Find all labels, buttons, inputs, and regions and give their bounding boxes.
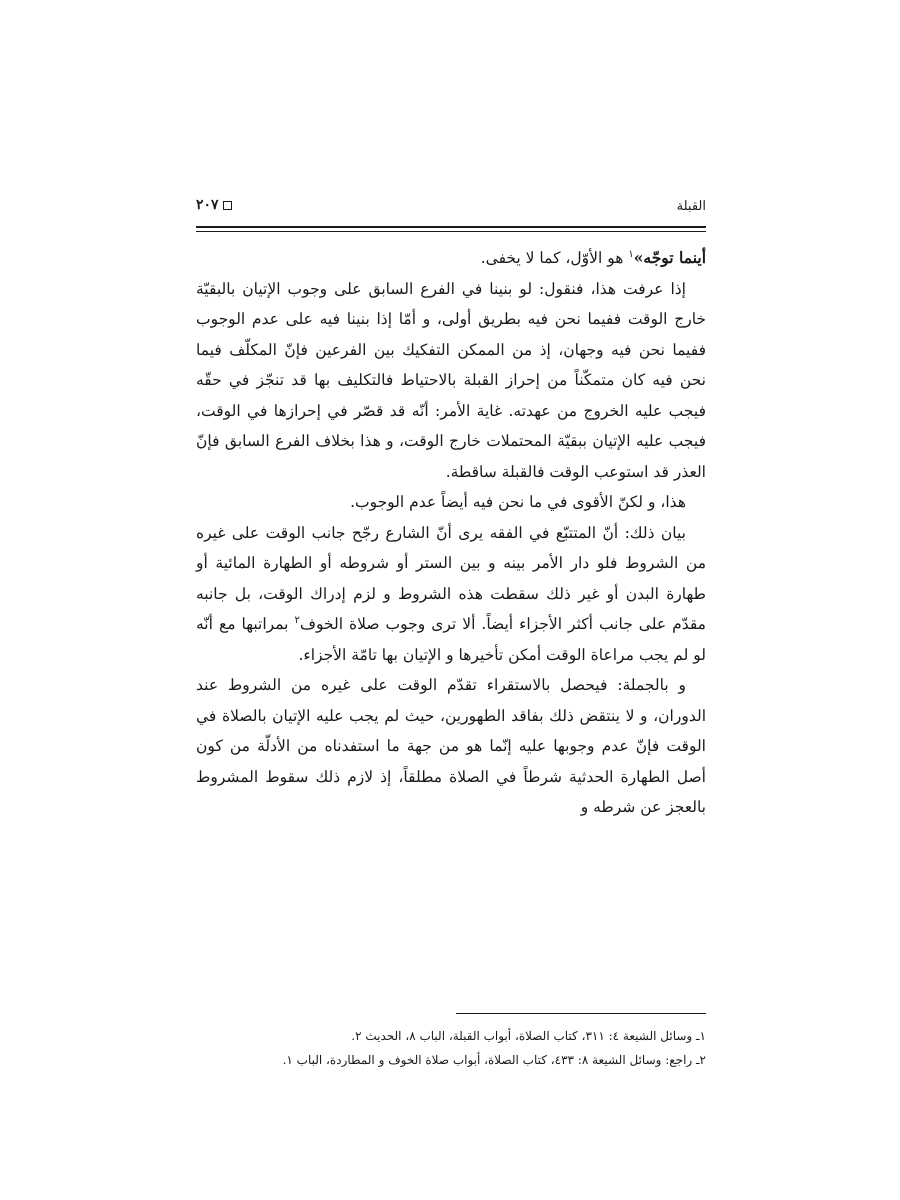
quote-end-bold: أينما توجّه»: [633, 248, 706, 267]
footnote-ref-1: ١: [628, 248, 634, 260]
header-rule-thick: [196, 226, 706, 228]
paragraph-4-b: بمراتبها مع أنّه لو لم يجب مراعاة الوقت أمكن تأخيرها و الإتيان بها تامّة الأجزاء.: [196, 615, 706, 664]
paragraph-2: إذا عرفت هذا، فنقول: لو بنينا في الفرع السابق على وجوب الإتيان بالبقيّة خارج الوقت ففيما نحن فيه بطريق أولى، و أمّا إذا بنينا فيه على عدم الوجوب ففيما نحن فيه وجهان، إذ من الممكن التفكيك بين الفرعين فإنّ المكلّف فيما نحن فيه كان متمكّناً من إحراز القبلة بالاحتياط فالتكليف بها قد تنجّز في حقّه فيجب عليه الخروج من عهدته. غاية الأمر: أنّه قد قصّر في إحرازها في الوقت، فيجب عليه الإتيان ببقيّة المحتملات خارج الوقت، و هذا بخلاف الفرع السابق فإنّ العذر قد استوعب الوقت فالقبلة ساقطة.: [196, 279, 706, 481]
paragraph-4: [196, 518, 706, 671]
footnote-2: ٢ـ راجع: وسائل الشيعة ٨: ٤٣٣، كتاب الصلاة، أبواب صلاة الخوف و المطاردة، الباب ١.: [282, 1053, 706, 1067]
paragraph-3: هذا، و لكنّ الأقوى في ما نحن فيه أيضاً عدم الوجوب.: [350, 493, 686, 511]
main-text: [196, 243, 706, 823]
page-number-block: [196, 197, 232, 213]
paragraph-1-rest: هو الأوّل، كما لا يخفى.: [480, 249, 629, 267]
paragraph-4-a: بيان ذلك: أنّ المتتبّع في الفقه يرى أنّ الشارع رجّح جانب الوقت على غيره من الشروط فلو دار الأمر بينه و بين الستر أو شروطه أو الطهارة المائية أو طهارة البدن أو غير ذلك سقطت هذه الشروط و لزم إدراك الوقت، بل جانبه مقدّم على جانب أكثر الأجزاء أيضاً. ألا ترى وجوب صلاة الخوف: [196, 523, 706, 633]
running-title: القبلة: [676, 199, 706, 214]
page-header: [196, 197, 706, 223]
square-box-icon: [223, 201, 232, 210]
footnotes: [196, 1024, 706, 1072]
footnote-ref-2: ٢: [294, 614, 300, 626]
paragraph-1: [196, 243, 706, 274]
paragraph-5: و بالجملة: فيحصل بالاستقراء تقدّم الوقت على غيره من الشروط عند الدوران، و لا ينتقض ذلك بفاقد الطهورين، حيث لم يجب عليه الإتيان بالصلاة في الوقت فإنّ عدم وجوبها عليه إنّما هو من جهة ما استفدناه من الأدلّة من كون أصل الطهارة الحدثية شرطاً في الصلاة مطلقاً، إذ لازم ذلك سقوط المشروط بالعجز عن شرطه و: [196, 676, 706, 816]
header-rule-thin: [196, 231, 706, 232]
footnote-rule: [456, 1013, 706, 1014]
footnote-1: ١ـ وسائل الشيعة ٤: ٣١١، كتاب الصلاة، أبواب القبلة، الباب ٨، الحديث ٢.: [351, 1029, 706, 1043]
page-number: ٢٠٧: [196, 197, 219, 213]
